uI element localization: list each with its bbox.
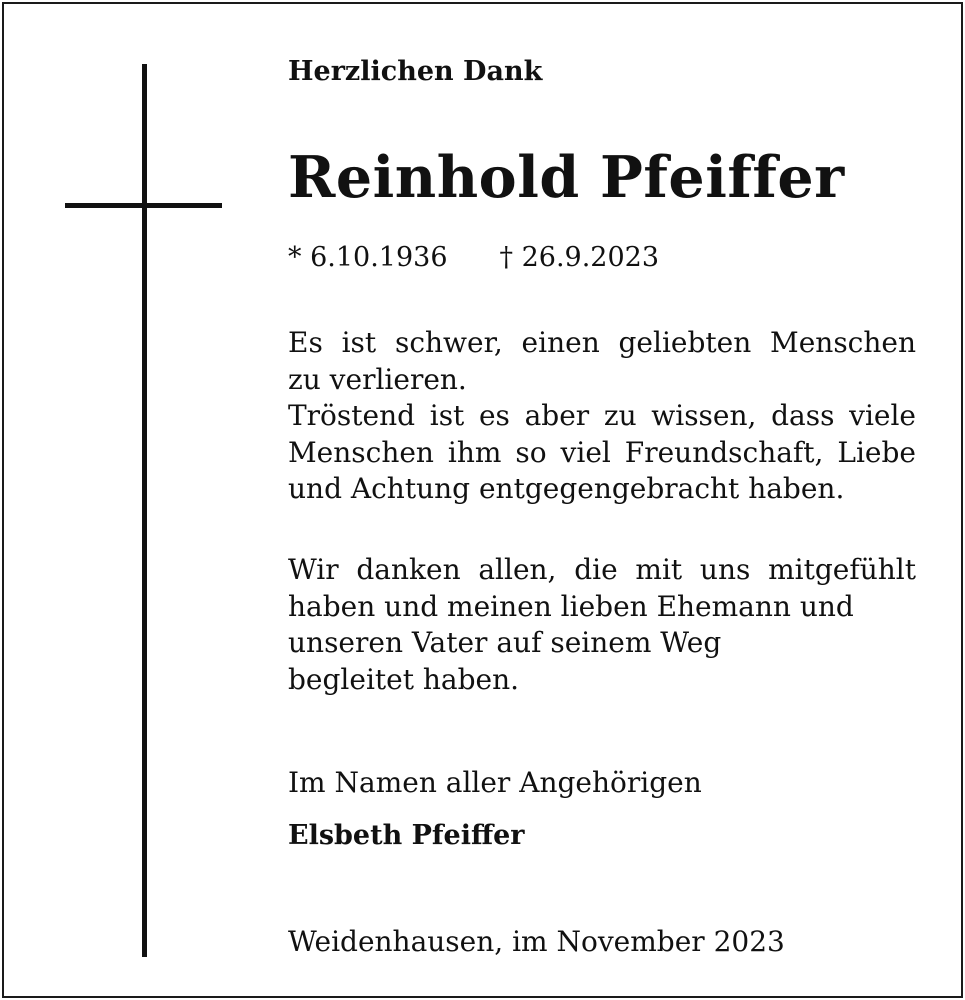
paragraph-line: und Achtung entgegengebracht haben. <box>288 472 845 505</box>
cross-icon-vertical-bar <box>142 64 147 957</box>
paragraph-line: Tröstend ist es aber zu wissen, dass viele <box>288 399 916 432</box>
place-and-date: Weidenhausen, im November 2023 <box>288 925 785 958</box>
paragraph-line: unseren Vater auf seinem Weg <box>288 626 722 659</box>
paragraph-thanks <box>288 552 916 698</box>
life-dates <box>288 242 659 273</box>
paragraph-line: Es ist schwer, einen geliebten Menschen <box>288 326 916 359</box>
signature: Elsbeth Pfeiffer <box>288 820 525 851</box>
death-date: † 26.9.2023 <box>499 242 659 273</box>
heading: Herzlichen Dank <box>288 56 543 87</box>
closing-line: Im Namen aller Angehörigen <box>288 766 702 799</box>
obituary-notice <box>2 2 963 998</box>
paragraph-line: haben und meinen lieben Ehemann und <box>288 589 854 623</box>
birth-date: * 6.10.1936 <box>288 242 448 273</box>
deceased-name: Reinhold Pfeiffer <box>288 144 845 211</box>
paragraph-line: Wir danken allen, die mit uns mitgefühlt <box>288 553 916 586</box>
cross-icon-horizontal-bar <box>65 203 222 208</box>
paragraph-line: begleitet haben. <box>288 662 520 696</box>
paragraph-line: zu verlieren. <box>288 362 467 396</box>
paragraph-line: Menschen ihm so viel Freundschaft, Liebe <box>288 435 916 469</box>
paragraph-condolence <box>288 325 916 508</box>
